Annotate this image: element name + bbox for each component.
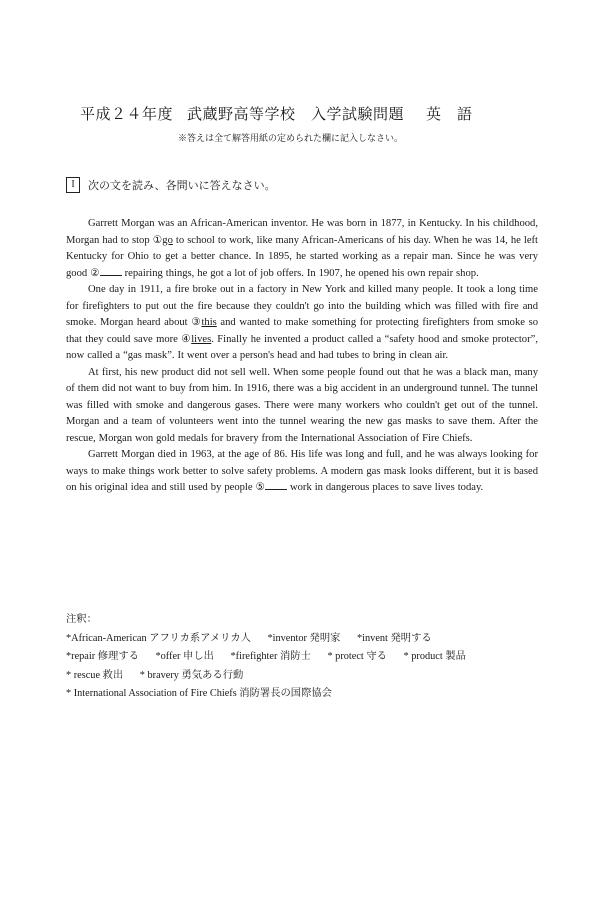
glossary [66, 611, 546, 704]
school-name: 武蔵野高等学校 入学試験問題 [187, 107, 405, 123]
p2-text-b: and wanted to make something for protecting firefighters from smoke so that they could save more ④ [66, 317, 538, 345]
subject-name: 英 語 [426, 107, 473, 123]
gloss-item: *invent 発明する [357, 632, 432, 644]
p2-text-c: . Finally he invented a product called a “safety hood and smoke protector”, now called a “gas mask”. It went over a person's head and had tubes to bring in clean air. [66, 333, 538, 361]
glossary-heading: 注釈： [66, 614, 97, 625]
reading-passage [66, 216, 538, 497]
section-number: I [66, 177, 80, 193]
p2-text-a: One day in 1911, a fire broke out in a factory in New York and killed many people. It took a long time for firefighters to put out the fire because they couldn't go into the building which was filled with fire and smoke. Morgan heard about ③ [66, 284, 538, 328]
gloss-item: * bravery 勇気ある行動 [139, 669, 244, 681]
glossary-line-3 [66, 667, 546, 686]
underline-4: lives [191, 333, 212, 345]
page-title [80, 103, 520, 124]
section-instruction: 次の文を読み、各問いに答えなさい。 [88, 180, 276, 192]
underline-1: go [162, 234, 173, 246]
exam-year: 平成２４年度 [80, 107, 174, 123]
gloss-item: * protect 守る [327, 651, 387, 662]
paragraph-3: At first, his new product did not sell well. When some people found out that he was a black man, many of them did not want to buy from him. In 1916, there was a big accident in an underground tunnel. The tunnel was filled with smoke and dangerous gases. There were many workers who couldn't get out of the tunnel. Morgan and a team of volunteers went into the tunnel wearing the new gas masks to save them. After the rescue, Morgan won gold medals for bravery from the International Association of Fire Chiefs. [66, 366, 538, 444]
paragraph-4 [66, 447, 538, 497]
section-heading [66, 177, 276, 193]
gloss-item: *African-American アフリカ系アメリカ人 [66, 632, 251, 644]
gloss-item: * product 製品 [403, 651, 466, 662]
gloss-item: *repair 修理する [66, 651, 139, 662]
p1-text-a: Garrett Morgan was an African-American inventor. He was born in 1877, in Kentucky. In his childhood, Morgan had to stop ① [66, 218, 538, 246]
gloss-item: *offer 申し出 [155, 651, 214, 662]
glossary-line-4: * International Association of Fire Chiefs 消防署長の国際協会 [66, 688, 332, 699]
p1-text-b: to school to work, like many African-Americans of his day. When he was 14, he left Kentucky for Ohio to get a better chance. In 1895, he started working as a repair man. Since he was very good ② [66, 234, 538, 279]
blank-5 [265, 480, 287, 490]
p4-text-a: Garrett Morgan died in 1963, at the age of 86. His life was long and full, and he was always looking for ways to make things work better to solve safety problems. A modern gas mask looks different, but it is based on his original idea and still used by people ⑤ [66, 449, 538, 493]
p4-text-b: work in dangerous places to save lives today. [287, 482, 484, 493]
blank-2 [100, 266, 122, 276]
glossary-line-1 [66, 630, 546, 649]
p1-text-c: repairing things, he got a lot of job offers. In 1907, he opened his own repair shop. [121, 267, 479, 279]
paragraph-1 [66, 216, 538, 282]
paragraph-2 [66, 282, 538, 365]
gloss-item: * rescue 救出 [66, 669, 124, 681]
answer-note: ※答えは全て解答用紙の定められた欄に記入しなさい。 [178, 133, 404, 143]
gloss-item: *firefighter 消防士 [230, 651, 311, 662]
underline-3: this [201, 317, 217, 328]
gloss-item: *inventor 発明家 [267, 632, 341, 644]
glossary-line-2 [66, 648, 546, 667]
